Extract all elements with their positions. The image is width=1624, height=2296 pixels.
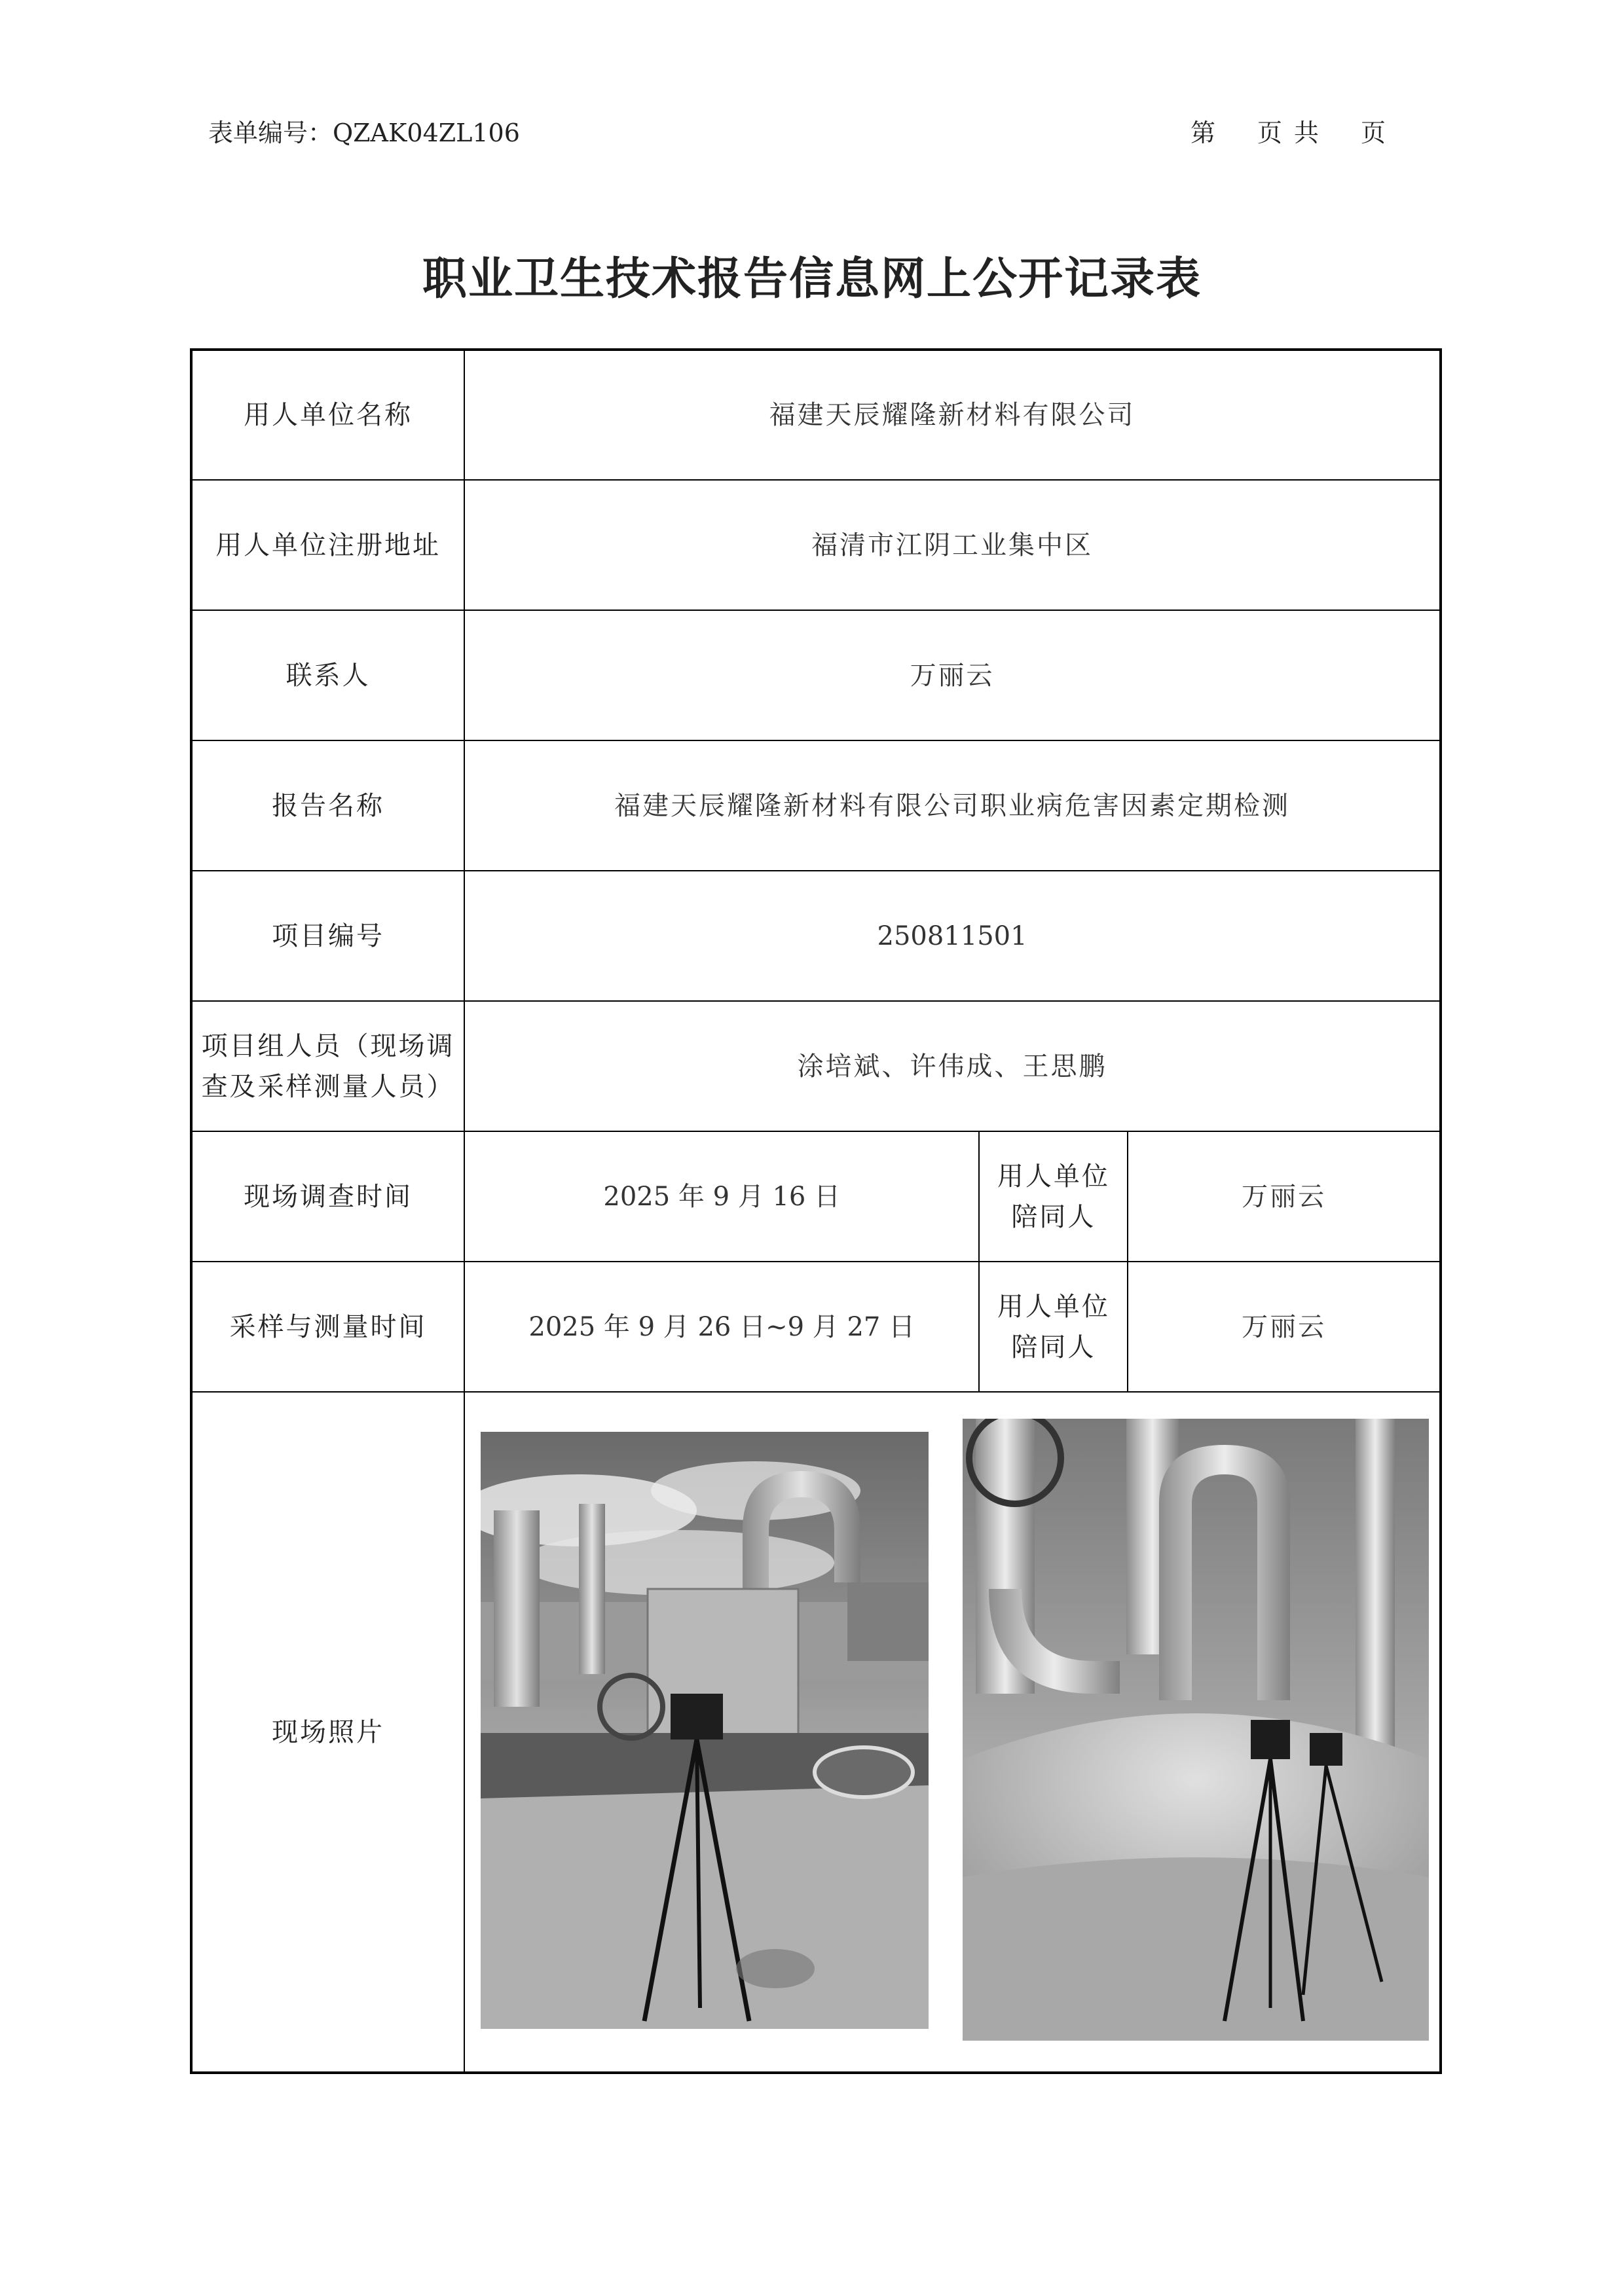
employer-name-value: 福建天辰耀隆新材料有限公司 bbox=[464, 350, 1441, 480]
row-employer-address bbox=[191, 480, 1441, 610]
row-employer-name bbox=[191, 350, 1441, 480]
row-contact bbox=[191, 610, 1441, 740]
employer-address-value: 福清市江阴工业集中区 bbox=[464, 480, 1441, 610]
form-number: 表单编号：QZAK04ZL106 bbox=[208, 118, 520, 147]
record-table bbox=[190, 348, 1442, 2074]
survey-time-label: 现场调查时间 bbox=[191, 1131, 464, 1262]
page-ye: 页 bbox=[1257, 118, 1283, 147]
row-team bbox=[191, 1001, 1441, 1131]
contact-label: 联系人 bbox=[191, 610, 464, 740]
sampling-escort-label-1: 用人单位 bbox=[997, 1291, 1110, 1322]
photos-label: 现场照片 bbox=[191, 1392, 464, 2073]
survey-escort-label bbox=[979, 1131, 1128, 1262]
site-photo-1 bbox=[481, 1432, 929, 2029]
page-gong: 共 bbox=[1294, 118, 1320, 147]
contact-value: 万丽云 bbox=[464, 610, 1441, 740]
sampling-escort-label bbox=[979, 1262, 1128, 1392]
report-name-label: 报告名称 bbox=[191, 740, 464, 871]
page-counter bbox=[1190, 113, 1386, 149]
page-ye-2: 页 bbox=[1361, 118, 1386, 147]
row-survey-time bbox=[191, 1131, 1441, 1262]
row-project-no bbox=[191, 871, 1441, 1001]
photos-cell bbox=[464, 1392, 1441, 2073]
survey-escort-value: 万丽云 bbox=[1128, 1131, 1441, 1262]
page-title: 职业卫生技术报告信息网上公开记录表 bbox=[422, 253, 1202, 305]
page-di: 第 bbox=[1190, 118, 1216, 147]
survey-time-value: 2025 年 9 月 16 日 bbox=[464, 1131, 979, 1262]
survey-escort-label-2: 陪同人 bbox=[1011, 1201, 1096, 1232]
team-label bbox=[191, 1001, 464, 1131]
project-no-label: 项目编号 bbox=[191, 871, 464, 1001]
sampling-time-value: 2025 年 9 月 26 日~9 月 27 日 bbox=[464, 1262, 979, 1392]
report-name-value: 福建天辰耀隆新材料有限公司职业病危害因素定期检测 bbox=[464, 740, 1441, 871]
employer-name-label: 用人单位名称 bbox=[191, 350, 464, 480]
team-label-line-2: 查及采样测量人员） bbox=[201, 1071, 455, 1102]
row-report-name bbox=[191, 740, 1441, 871]
survey-escort-label-1: 用人单位 bbox=[997, 1161, 1110, 1192]
project-no-value: 250811501 bbox=[464, 871, 1441, 1001]
sampling-escort-label-2: 陪同人 bbox=[1011, 1332, 1096, 1362]
employer-address-label: 用人单位注册地址 bbox=[191, 480, 464, 610]
team-value: 涂培斌、许伟成、王思鹏 bbox=[464, 1001, 1441, 1131]
site-photo-2 bbox=[963, 1419, 1429, 2041]
sampling-escort-value: 万丽云 bbox=[1128, 1262, 1441, 1392]
team-label-line-1: 项目组人员（现场调 bbox=[201, 1030, 455, 1061]
row-photos bbox=[191, 1392, 1441, 2073]
sampling-time-label: 采样与测量时间 bbox=[191, 1262, 464, 1392]
row-sampling-time bbox=[191, 1262, 1441, 1392]
